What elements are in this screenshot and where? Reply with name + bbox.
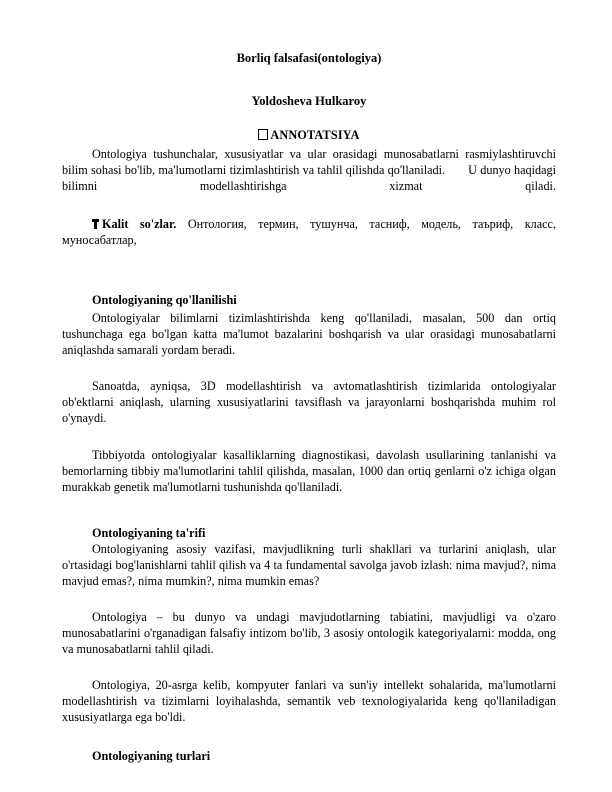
keywords-label: Kalit so'zlar. <box>102 217 177 231</box>
paragraph: Ontologiyalar bilimlarni tizimlashtirishda keng qo'llaniladi, masalan, 500 dan ortiq tushunchaga ega bo'lgan katta ma'lumot bazalarini boshqarish va ular orasidagi munosabatlarni aniqlashda samarali yordam beradi. <box>62 311 556 357</box>
section-definition-paragraph-2 <box>62 609 556 657</box>
paragraph: Ontologiya – bu dunyo va undagi mavjudotlarning tabiatini, mavjudligi va o'zaro munosabatlarini o'rganadigan falsafiy intizom bo'lib, 3 asosiy ontologik kategoriyalarni: modda, ong va munosabatlarni tahlil qiladi. <box>62 610 556 656</box>
section-usage-paragraph-1 <box>62 310 556 358</box>
section-usage-paragraph-2 <box>62 378 556 426</box>
key-marker-icon <box>92 219 99 229</box>
paragraph: Tibbiyotda ontologiyalar kasalliklarning diagnostikasi, davolash usullarining tanlanishi va bemorlarning tibbiy ma'lumotlarini tahlil qilishda, masalan, 1000 dan ortiq genlarni o'z ichiga olgan murakkab genetik ma'lumotlarni tushunishda qo'llaniladi. <box>62 448 556 494</box>
section-definition-paragraph-3 <box>62 677 556 725</box>
keywords-text: Онтология, термин, тушунча, тасниф, модель, таъриф, класс, муносабатлар, <box>62 217 556 247</box>
author-name: Yoldosheva Hulkaroy <box>251 94 367 108</box>
section-definition-paragraph-1 <box>62 541 556 589</box>
missing-glyph-icon <box>258 129 268 140</box>
keywords-block <box>62 216 556 248</box>
annotation-paragraph-block <box>62 146 556 194</box>
section-heading-usage: Ontologiyaning qo'llanilishi <box>92 293 237 307</box>
keywords-paragraph <box>62 216 556 248</box>
paragraph: Ontologiyaning asosiy vazifasi, mavjudlikning turli shakllari va turlarini aniqlash, ular o'rtasidagi bog'lanishlarni tahlil qilish va 4 ta fundamental savolga javob izlash: nima mavjud?, nima mavjud emas?, nima mumkin?, nima mumkin emas? <box>62 542 556 588</box>
annotation-heading-text: ANNOTATSIYA <box>270 128 360 142</box>
paragraph: Ontologiya, 20-asrga kelib, kompyuter fanlari va sun'iy intellekt sohalarida, ma'lumotlarni modellashtirish va tizimlarni loyihalashda, semantik veb texnologiyalarida keng qo'llaniladigan xususiyatlarga ega bo'ldi. <box>62 678 556 724</box>
paragraph: Sanoatda, ayniqsa, 3D modellashtirish va avtomatlashtirish tizimlarida ontologiyalar ob'ektlarni aniqlash, ularning xususiyatlarini tavsiflash va jarayonlarni boshqarishda muhim rol o'ynaydi. <box>62 379 556 425</box>
section-heading-types: Ontologiyaning turlari <box>92 749 211 763</box>
section-heading-definition: Ontologiyaning ta'rifi <box>92 526 206 540</box>
document-title: Borliq falsafasi(ontologiya) <box>236 51 382 65</box>
annotation-paragraph: Ontologiya tushunchalar, xususiyatlar va ular orasidagi munosabatlarni rasmiylashtiruvchi bilim sohasi bo'lib, ma'lumotlarni tizimlashtirish va tahlil qilishda qo'llaniladi. U dunyo haqidagi bilimni modellashtirishga xizmat qiladi. <box>62 147 556 193</box>
annotation-heading <box>62 127 556 143</box>
section-usage-paragraph-3 <box>62 447 556 495</box>
